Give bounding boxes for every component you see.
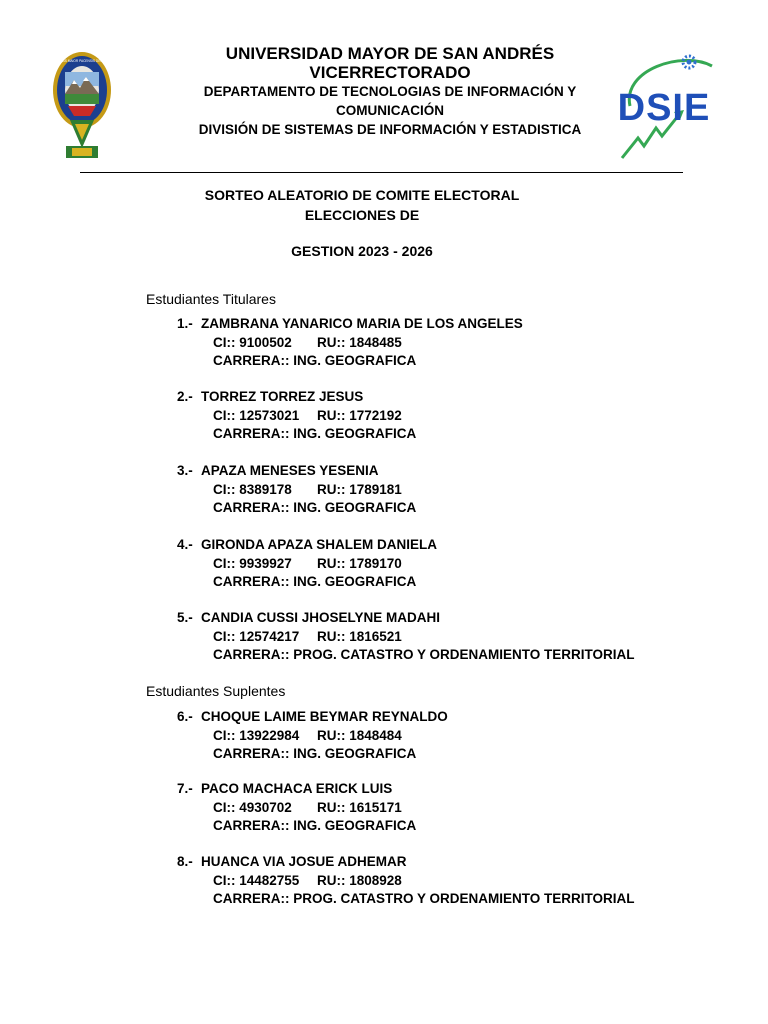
- student-ci: CI:: 4930702: [213, 799, 292, 815]
- entry-number: 4.-: [177, 537, 193, 552]
- department-line-1: DEPARTAMENTO DE TECNOLOGIAS DE INFORMACIÓN Y: [203, 84, 577, 99]
- student-ru: RU:: 1789181: [317, 481, 402, 497]
- student-carrera: CARRERA:: PROG. CATASTRO Y ORDENAMIENTO TERRITORIAL: [213, 647, 635, 662]
- entry-number: 2.-: [177, 389, 193, 404]
- gestion-period: GESTION 2023 - 2026: [291, 243, 433, 259]
- student-name: HUANCA VIA JOSUE ADHEMAR: [201, 854, 407, 869]
- entry-number: 3.-: [177, 463, 193, 478]
- list-item: [177, 609, 737, 665]
- umsa-seal-logo: [45, 50, 119, 162]
- student-carrera: CARRERA:: ING. GEOGRAFICA: [213, 353, 417, 368]
- seal-text: UNIVERSITAS MAIOR PACENSIS DIVI ANDREAE: [45, 59, 119, 63]
- student-name: TORREZ TORREZ JESUS: [201, 389, 364, 404]
- student-carrera: CARRERA:: ING. GEOGRAFICA: [213, 426, 417, 441]
- list-item: [177, 853, 737, 909]
- student-carrera: CARRERA:: ING. GEOGRAFICA: [213, 574, 417, 589]
- letterhead: [140, 44, 640, 139]
- student-carrera: CARRERA:: PROG. CATASTRO Y ORDENAMIENTO TERRITORIAL: [213, 891, 635, 906]
- entry-number: 5.-: [177, 610, 193, 625]
- list-item: [177, 780, 737, 836]
- student-name: PACO MACHACA ERICK LUIS: [201, 781, 393, 796]
- student-carrera: CARRERA:: ING. GEOGRAFICA: [213, 500, 417, 515]
- document-subtitle: ELECCIONES DE: [304, 207, 420, 223]
- entry-number: 8.-: [177, 854, 193, 869]
- section-suplentes-label: Estudiantes Suplentes: [146, 683, 286, 699]
- student-ci: CI:: 12573021: [213, 407, 300, 423]
- university-name: UNIVERSIDAD MAYOR DE SAN ANDRÉS: [225, 44, 555, 63]
- student-carrera: CARRERA:: ING. GEOGRAFICA: [213, 818, 417, 833]
- student-ci: CI:: 8389178: [213, 481, 292, 497]
- list-item: [177, 388, 737, 444]
- student-name: APAZA MENESES YESENIA: [201, 463, 379, 478]
- entry-number: 7.-: [177, 781, 193, 796]
- list-item: [177, 462, 737, 518]
- vicerrectorado: VICERRECTORADO: [309, 63, 471, 82]
- student-ru: RU:: 1789170: [317, 555, 402, 571]
- student-carrera: CARRERA:: ING. GEOGRAFICA: [213, 746, 417, 761]
- dsie-text: DSIE: [617, 87, 711, 129]
- student-ru: RU:: 1772192: [317, 407, 402, 423]
- list-item: [177, 315, 737, 371]
- student-name: ZAMBRANA YANARICO MARIA DE LOS ANGELES: [201, 316, 523, 331]
- student-name: CANDIA CUSSI JHOSELYNE MADAHI: [201, 610, 441, 625]
- student-ru: RU:: 1615171: [317, 799, 402, 815]
- entry-number: 6.-: [177, 709, 193, 724]
- department-line-2: COMUNICACIÓN: [336, 103, 444, 118]
- student-ci: CI:: 13922984: [213, 727, 300, 743]
- student-name: GIRONDA APAZA SHALEM DANIELA: [201, 537, 437, 552]
- student-ci: CI:: 9939927: [213, 555, 292, 571]
- list-item: [177, 536, 737, 592]
- dsie-logo: [612, 50, 716, 162]
- student-ru: RU:: 1848484: [317, 727, 402, 743]
- student-ru: RU:: 1816521: [317, 628, 402, 644]
- section-titulares-label: Estudiantes Titulares: [146, 291, 276, 307]
- student-ci: CI:: 14482755: [213, 872, 300, 888]
- student-ru: RU:: 1848485: [317, 334, 402, 350]
- header-divider: [80, 172, 683, 173]
- student-ci: CI:: 9100502: [213, 334, 292, 350]
- entry-number: 1.-: [177, 316, 193, 331]
- student-ru: RU:: 1808928: [317, 872, 402, 888]
- division-name: DIVISIÓN DE SISTEMAS DE INFORMACIÓN Y ESTADISTICA: [198, 122, 582, 137]
- list-item: [177, 708, 737, 764]
- document-title: SORTEO ALEATORIO DE COMITE ELECTORAL: [204, 187, 520, 203]
- student-ci: CI:: 12574217: [213, 628, 300, 644]
- student-name: CHOQUE LAIME BEYMAR REYNALDO: [201, 709, 448, 724]
